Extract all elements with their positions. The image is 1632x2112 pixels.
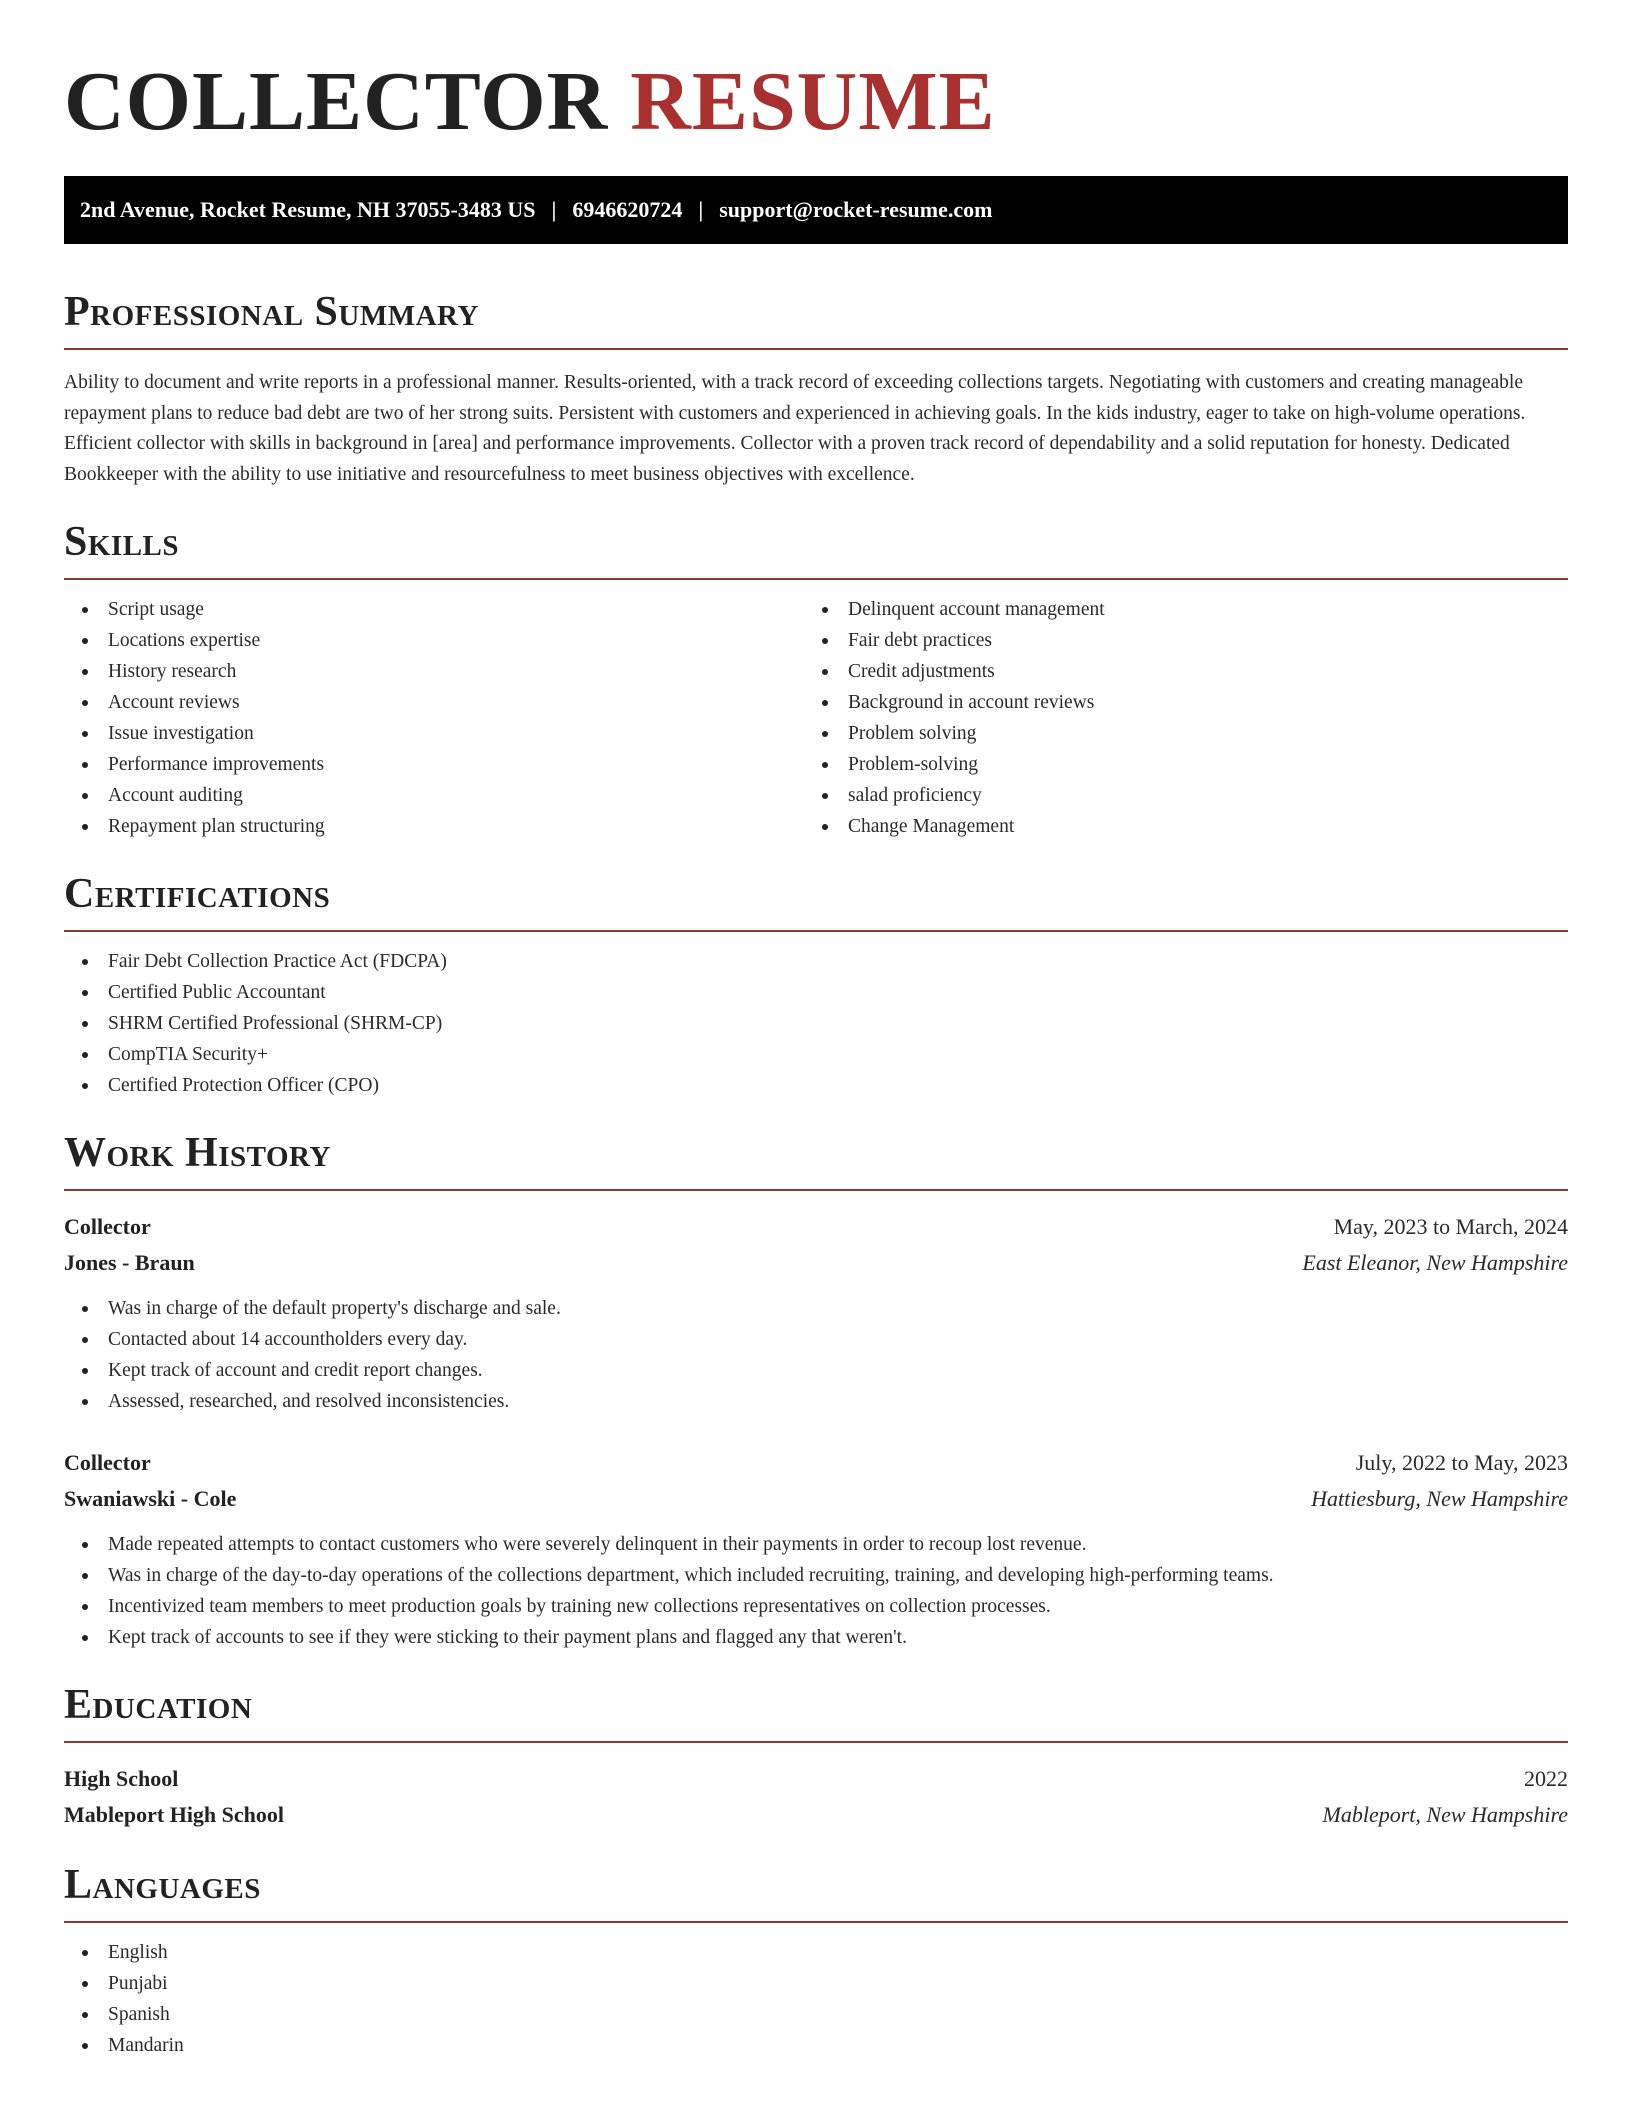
education-location: Mableport, New Hampshire bbox=[1322, 1802, 1568, 1827]
language-item: English bbox=[64, 1937, 1568, 1968]
skills-column-left bbox=[64, 580, 804, 842]
job-company: Swaniawski - Cole bbox=[64, 1486, 237, 1511]
job-entry bbox=[64, 1209, 1568, 1417]
section-title-summary: Professional Summary bbox=[64, 289, 479, 335]
skill-item: Account auditing bbox=[64, 780, 804, 811]
skill-item: Performance improvements bbox=[64, 749, 804, 780]
resume-name bbox=[64, 52, 1568, 152]
contact-separator: | bbox=[698, 197, 704, 222]
job-bullets bbox=[64, 1293, 1568, 1417]
resume-page bbox=[64, 52, 1568, 2061]
name-last: RESUME bbox=[630, 55, 996, 148]
skill-item: Background in account reviews bbox=[804, 687, 1544, 718]
certification-item: Certified Protection Officer (CPO) bbox=[64, 1070, 1568, 1101]
section-divider bbox=[64, 1741, 1568, 1743]
job-bullet: Incentivized team members to meet production goals by training new collections representatives on collection processes. bbox=[64, 1591, 1568, 1622]
certifications-section bbox=[64, 870, 1568, 1101]
section-title-languages: Languages bbox=[64, 1862, 261, 1908]
certifications-list bbox=[64, 946, 1568, 1101]
skills-section bbox=[64, 518, 1568, 842]
certification-item: CompTIA Security+ bbox=[64, 1039, 1568, 1070]
certification-item: SHRM Certified Professional (SHRM-CP) bbox=[64, 1008, 1568, 1039]
job-bullet: Contacted about 14 accountholders every day. bbox=[64, 1324, 1568, 1355]
skills-list-right bbox=[804, 594, 1544, 842]
skill-item: Locations expertise bbox=[64, 625, 804, 656]
skill-item: Script usage bbox=[64, 594, 804, 625]
education-section bbox=[64, 1681, 1568, 1833]
skill-item: Delinquent account management bbox=[804, 594, 1544, 625]
job-dates: May, 2023 to March, 2024 bbox=[1333, 1214, 1568, 1239]
name-first: COLLECTOR bbox=[64, 55, 609, 148]
skill-item: Problem-solving bbox=[804, 749, 1544, 780]
work-history-section bbox=[64, 1129, 1568, 1653]
contact-email: support@rocket-resume.com bbox=[719, 197, 993, 222]
language-item: Punjabi bbox=[64, 1968, 1568, 1999]
job-bullet: Was in charge of the day-to-day operations of the collections department, which included recruiting, training, and developing high-performing teams. bbox=[64, 1560, 1568, 1591]
contact-bar bbox=[64, 176, 1568, 244]
job-location: East Eleanor, New Hampshire bbox=[1302, 1250, 1568, 1275]
education-degree: High School bbox=[64, 1766, 179, 1791]
skills-list-left bbox=[64, 594, 804, 842]
section-divider bbox=[64, 1921, 1568, 1923]
job-bullets bbox=[64, 1529, 1568, 1653]
skill-item: Issue investigation bbox=[64, 718, 804, 749]
skill-item: Fair debt practices bbox=[804, 625, 1544, 656]
job-bullet: Kept track of accounts to see if they were sticking to their payment plans and flagged any that weren't. bbox=[64, 1622, 1568, 1653]
section-divider bbox=[64, 1189, 1568, 1191]
contact-phone: 6946620724 bbox=[572, 197, 683, 222]
certification-item: Certified Public Accountant bbox=[64, 977, 1568, 1008]
section-divider bbox=[64, 930, 1568, 932]
job-dates: July, 2022 to May, 2023 bbox=[1355, 1450, 1568, 1475]
language-item: Spanish bbox=[64, 1999, 1568, 2030]
skill-item: Repayment plan structuring bbox=[64, 811, 804, 842]
education-school-row bbox=[64, 1797, 1568, 1833]
job-bullet: Assessed, researched, and resolved inconsistencies. bbox=[64, 1386, 1568, 1417]
skill-item: Change Management bbox=[804, 811, 1544, 842]
education-year: 2022 bbox=[1524, 1766, 1568, 1791]
section-title-education: Education bbox=[64, 1682, 253, 1728]
job-header-row bbox=[64, 1445, 1568, 1481]
summary-section bbox=[64, 288, 1568, 490]
skill-item: salad proficiency bbox=[804, 780, 1544, 811]
job-company-row bbox=[64, 1245, 1568, 1281]
job-title: Collector bbox=[64, 1450, 151, 1475]
section-divider bbox=[64, 348, 1568, 350]
certification-item: Fair Debt Collection Practice Act (FDCPA) bbox=[64, 946, 1568, 977]
education-entry bbox=[64, 1761, 1568, 1833]
summary-text: Ability to document and write reports in a professional manner. Results-oriented, with a track record of exceeding collections targets. Negotiating with customers and creating manageable repayment plans to reduce bad debt are two of her strong suits. Persistent with customers and experienced in achieving goals. In the kids industry, eager to take on high-volume operations. Efficient collector with skills in background in [area] and performance improvements. Collector with a proven track record of dependability and a solid reputation for honesty. Dedicated Bookkeeper with the ability to use initiative and resourcefulness to meet business objectives with excellence. bbox=[64, 372, 1526, 485]
skill-item: Account reviews bbox=[64, 687, 804, 718]
languages-list bbox=[64, 1937, 1568, 2061]
job-bullet: Was in charge of the default property's discharge and sale. bbox=[64, 1293, 1568, 1324]
job-title: Collector bbox=[64, 1214, 151, 1239]
education-school: Mableport High School bbox=[64, 1802, 285, 1827]
contact-address: 2nd Avenue, Rocket Resume, NH 37055-3483 US bbox=[80, 197, 536, 222]
languages-section bbox=[64, 1861, 1568, 2061]
section-title-skills: Skills bbox=[64, 519, 180, 565]
skills-grid bbox=[64, 580, 1568, 842]
skill-item: History research bbox=[64, 656, 804, 687]
section-title-work-history: Work History bbox=[64, 1130, 331, 1176]
language-item: Mandarin bbox=[64, 2030, 1568, 2061]
skill-item: Credit adjustments bbox=[804, 656, 1544, 687]
job-location: Hattiesburg, New Hampshire bbox=[1311, 1486, 1568, 1511]
job-bullet: Made repeated attempts to contact customers who were severely delinquent in their payments in order to recoup lost revenue. bbox=[64, 1529, 1568, 1560]
education-header-row bbox=[64, 1761, 1568, 1797]
job-header-row bbox=[64, 1209, 1568, 1245]
skills-column-right bbox=[804, 580, 1544, 842]
job-company: Jones - Braun bbox=[64, 1250, 195, 1275]
job-entry bbox=[64, 1445, 1568, 1653]
skill-item: Problem solving bbox=[804, 718, 1544, 749]
job-bullet: Kept track of account and credit report changes. bbox=[64, 1355, 1568, 1386]
job-company-row bbox=[64, 1481, 1568, 1517]
section-title-certifications: Certifications bbox=[64, 871, 331, 917]
contact-separator: | bbox=[551, 197, 557, 222]
